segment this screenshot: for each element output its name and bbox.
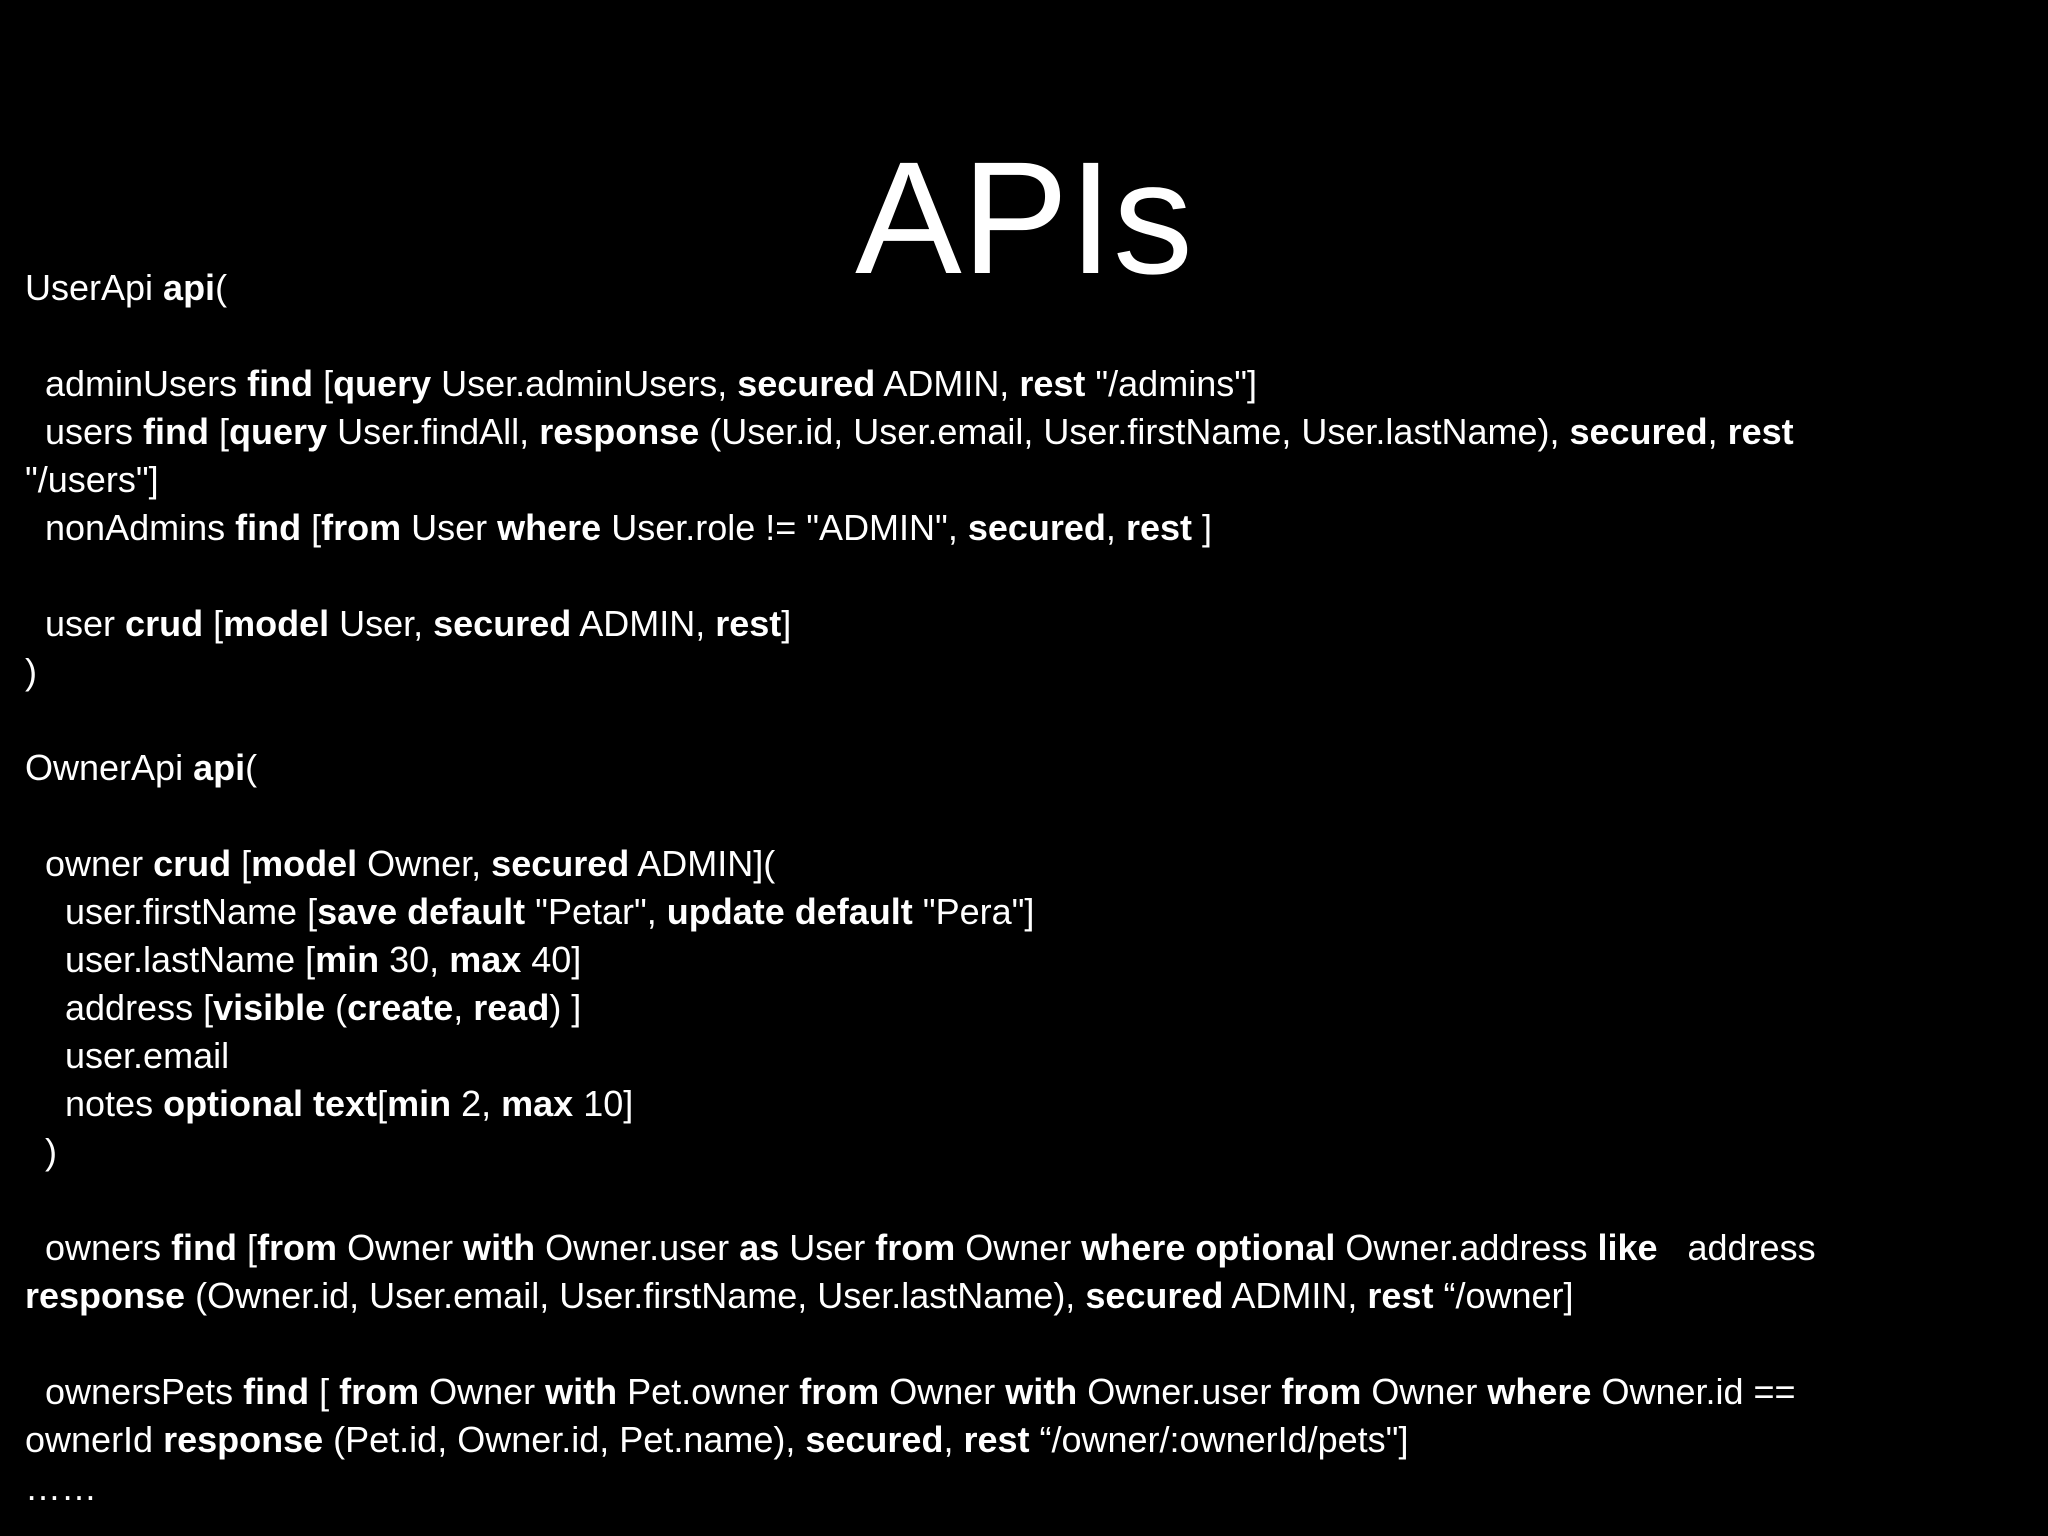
code-text: users — [25, 411, 144, 452]
code-text: nonAdmins — [25, 507, 236, 548]
code-text: ) — [25, 1131, 57, 1172]
code-line — [25, 360, 2035, 408]
code-text: User.findAll, — [327, 411, 540, 452]
keyword: find — [235, 507, 302, 548]
code-text: User.role != "ADMIN", — [601, 507, 968, 548]
code-line — [25, 1128, 2035, 1176]
keyword: find — [171, 1227, 238, 1268]
code-text: "/users"] — [25, 459, 159, 500]
keyword: as — [739, 1227, 780, 1268]
code-line — [25, 936, 2035, 984]
code-line — [25, 792, 2035, 840]
code-text: user.lastName [ — [25, 939, 316, 980]
keyword: optional text — [163, 1083, 378, 1124]
code-text: owner — [25, 843, 154, 884]
code-line — [25, 552, 2035, 600]
keyword: rest — [963, 1419, 1030, 1460]
keyword: from — [799, 1371, 880, 1412]
code-text: "/admins"] — [1085, 363, 1257, 404]
code-text: ownerId — [25, 1419, 164, 1460]
keyword: from — [339, 1371, 420, 1412]
keyword: min — [315, 939, 380, 980]
code-text: user.email — [25, 1035, 230, 1076]
keyword: rest — [1125, 507, 1192, 548]
code-text: ADMIN, — [571, 603, 716, 644]
keyword: from — [875, 1227, 956, 1268]
keyword: create — [347, 987, 454, 1028]
code-line — [25, 648, 2035, 696]
keyword: model — [251, 843, 358, 884]
code-text: , — [1707, 411, 1728, 452]
code-line — [25, 1272, 2035, 1320]
code-line — [25, 264, 2035, 312]
code-text: "Petar", — [525, 891, 667, 932]
code-line — [25, 1368, 2035, 1416]
code-text: Owner.user — [535, 1227, 740, 1268]
code-line — [25, 1176, 2035, 1224]
code-text: Owner — [879, 1371, 1006, 1412]
code-text: Owner — [337, 1227, 464, 1268]
code-line — [25, 504, 2035, 552]
code-line — [25, 1032, 2035, 1080]
keyword: secured — [1085, 1275, 1224, 1316]
code-text: ( — [245, 747, 258, 788]
code-text: Owner.id == — [1591, 1371, 1796, 1412]
code-text: 30, — [379, 939, 450, 980]
code-text: User — [779, 1227, 876, 1268]
keyword: api — [193, 747, 246, 788]
keyword: max — [501, 1083, 574, 1124]
code-text: Pet.owner — [617, 1371, 800, 1412]
keyword: rest — [1727, 411, 1794, 452]
keyword: save default — [317, 891, 526, 932]
keyword: secured — [967, 507, 1106, 548]
keyword: max — [449, 939, 522, 980]
keyword: visible — [213, 987, 326, 1028]
code-text: (Owner.id, User.email, User.firstName, User.lastName), — [185, 1275, 1086, 1316]
code-text: Owner, — [357, 843, 492, 884]
code-text: [ — [237, 1227, 258, 1268]
code-text: Owner — [1361, 1371, 1488, 1412]
keyword: query — [229, 411, 328, 452]
keyword: secured — [805, 1419, 944, 1460]
keyword: secured — [433, 603, 572, 644]
code-line — [25, 984, 2035, 1032]
keyword: with — [1005, 1371, 1078, 1412]
code-text: user.firstName [ — [25, 891, 318, 932]
keyword: min — [387, 1083, 452, 1124]
code-line — [25, 456, 2035, 504]
code-text: [ — [231, 843, 252, 884]
code-text: (Pet.id, Owner.id, Pet.name), — [323, 1419, 806, 1460]
keyword: response — [539, 411, 700, 452]
keyword: response — [25, 1275, 186, 1316]
code-text: 40] — [521, 939, 582, 980]
code-text: 2, — [451, 1083, 502, 1124]
keyword: from — [321, 507, 402, 548]
code-line — [25, 312, 2035, 360]
keyword: api — [163, 267, 216, 308]
keyword: find — [247, 363, 314, 404]
code-text: ADMIN, — [875, 363, 1020, 404]
code-text: "Pera"] — [912, 891, 1035, 932]
code-text: owners — [25, 1227, 172, 1268]
code-text: ) ] — [549, 987, 582, 1028]
code-text: [ — [209, 411, 230, 452]
code-text: Owner — [955, 1227, 1082, 1268]
code-text: [ — [313, 363, 334, 404]
code-text: [ — [203, 603, 224, 644]
code-text: ) — [25, 651, 37, 692]
code-text: notes — [25, 1083, 164, 1124]
code-text: [ — [309, 1371, 340, 1412]
code-line — [25, 1416, 2035, 1464]
slide-title: APIs — [855, 128, 1193, 307]
code-text: address [ — [25, 987, 214, 1028]
code-text: [ — [301, 507, 322, 548]
code-listing — [25, 264, 2035, 1512]
keyword: secured — [1569, 411, 1708, 452]
code-text: address — [1657, 1227, 1816, 1268]
keyword: rest — [715, 603, 782, 644]
code-text: “/owner] — [1433, 1275, 1574, 1316]
keyword: where — [1487, 1371, 1592, 1412]
code-text: “/owner/:ownerId/pets"] — [1029, 1419, 1409, 1460]
keyword: from — [257, 1227, 338, 1268]
keyword: find — [243, 1371, 310, 1412]
code-text: OwnerApi — [25, 747, 194, 788]
code-text: User — [401, 507, 498, 548]
keyword: rest — [1019, 363, 1086, 404]
code-line — [25, 888, 2035, 936]
keyword: response — [163, 1419, 324, 1460]
keyword: secured — [491, 843, 630, 884]
code-text: UserApi — [25, 267, 164, 308]
keyword: crud — [125, 603, 204, 644]
code-text: user — [25, 603, 126, 644]
code-text: adminUsers — [25, 363, 248, 404]
code-line — [25, 1224, 2035, 1272]
keyword: crud — [153, 843, 232, 884]
code-text: ownersPets — [25, 1371, 244, 1412]
code-text: User, — [329, 603, 434, 644]
keyword: model — [223, 603, 330, 644]
code-line — [25, 1080, 2035, 1128]
keyword: like — [1597, 1227, 1658, 1268]
code-text: ADMIN, — [1223, 1275, 1368, 1316]
keyword: query — [333, 363, 432, 404]
code-text: ( — [215, 267, 228, 308]
code-line — [25, 1464, 2035, 1512]
code-text: ( — [325, 987, 348, 1028]
code-line — [25, 1320, 2035, 1368]
keyword: read — [473, 987, 550, 1028]
keyword: with — [545, 1371, 618, 1412]
keyword: update default — [666, 891, 913, 932]
code-text: ADMIN]( — [629, 843, 776, 884]
code-text: User.adminUsers, — [431, 363, 738, 404]
code-text: …… — [25, 1467, 97, 1508]
keyword: secured — [737, 363, 876, 404]
keyword: where — [497, 507, 602, 548]
code-line — [25, 408, 2035, 456]
keyword: rest — [1367, 1275, 1434, 1316]
code-text: Owner.address — [1335, 1227, 1598, 1268]
code-line — [25, 744, 2035, 792]
keyword: find — [143, 411, 210, 452]
keyword: where optional — [1081, 1227, 1336, 1268]
code-line — [25, 600, 2035, 648]
code-text: Owner.user — [1077, 1371, 1282, 1412]
keyword: from — [1281, 1371, 1362, 1412]
code-text: , — [453, 987, 474, 1028]
code-text: ] — [781, 603, 792, 644]
code-text: , — [1105, 507, 1126, 548]
code-text: (User.id, User.email, User.firstName, User.lastName), — [699, 411, 1570, 452]
code-line — [25, 696, 2035, 744]
code-text: ] — [1191, 507, 1212, 548]
code-text: 10] — [573, 1083, 634, 1124]
code-text: Owner — [419, 1371, 546, 1412]
code-line — [25, 840, 2035, 888]
code-text: , — [943, 1419, 964, 1460]
keyword: with — [463, 1227, 536, 1268]
code-text: [ — [377, 1083, 388, 1124]
